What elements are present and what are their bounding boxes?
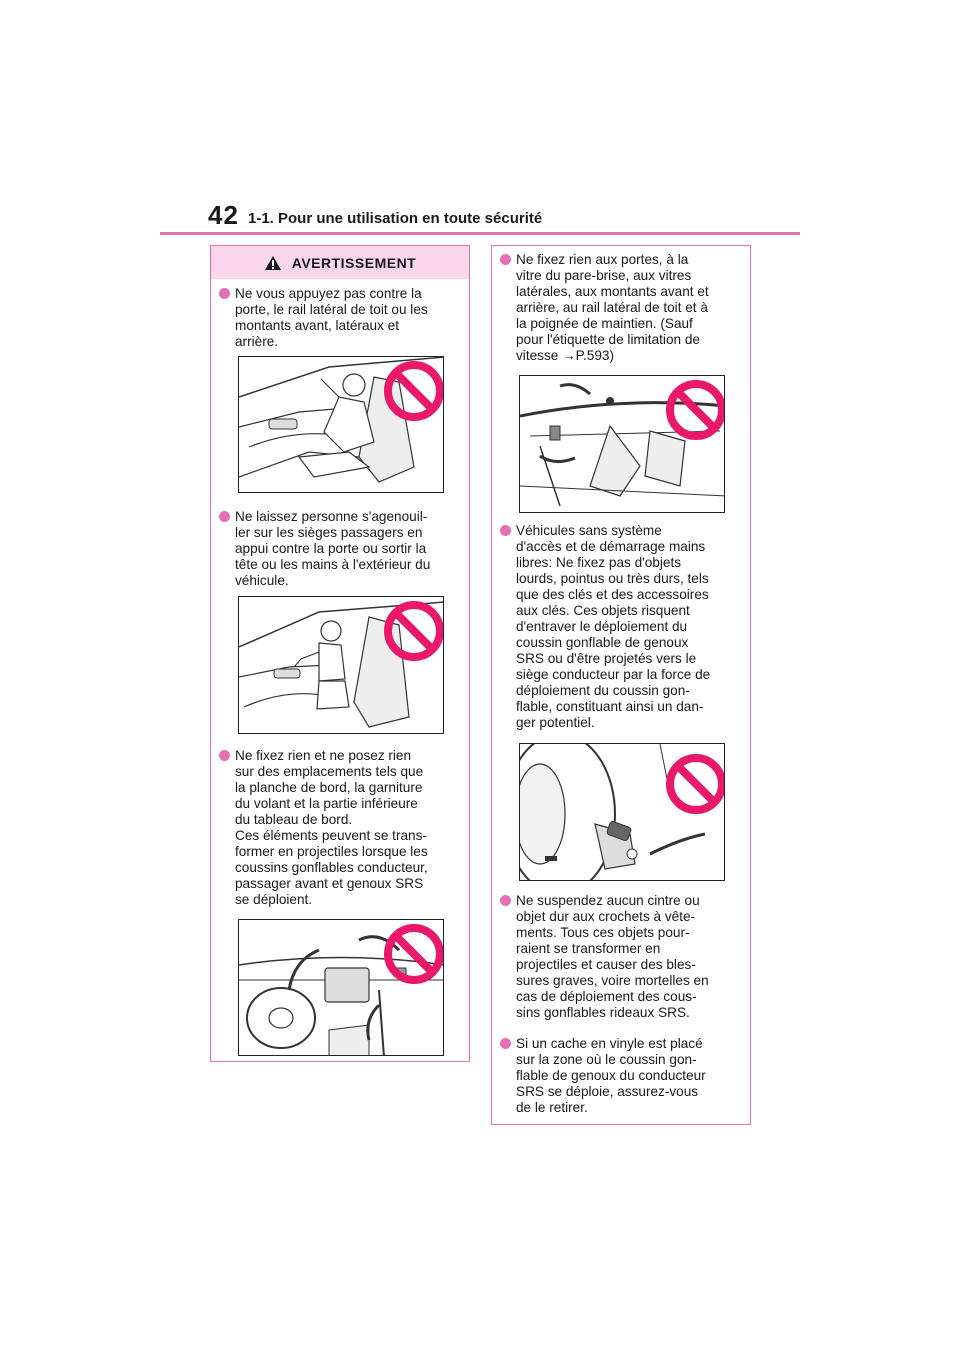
list-item bbox=[500, 893, 746, 1021]
item-text: Ne fixez rien aux portes, à la vitre du pare-brise, aux vitres latérales, aux montants avant et arrière, au rail latéral de toit et à la poignée de maintien. (Sauf pour l'étiquette de limitation de vitesse →P.593) bbox=[516, 252, 709, 363]
section-title: 1-1. Pour une utilisation en toute sécurité bbox=[248, 210, 543, 227]
list-item bbox=[219, 286, 465, 350]
illustration-leaning-door bbox=[238, 356, 444, 493]
item-text: Ne suspendez aucun cintre ou objet dur aux crochets à vête- ments. Tous ces objets pour- raient se transformer en projectiles et causer des bles- sures graves, voire mortelles en cas de déploiement des cous- sins gonflables rideaux SRS. bbox=[516, 893, 709, 1020]
list-item bbox=[500, 252, 746, 364]
list-item bbox=[219, 509, 465, 589]
list-item bbox=[500, 1036, 746, 1116]
item-text: Ne laissez personne s'agenouil- ler sur les sièges passagers en appui contre la porte ou sortir la tête ou les mains à l'extérieur du véhicule. bbox=[235, 509, 431, 588]
list-item bbox=[219, 748, 465, 908]
list-item bbox=[500, 523, 746, 731]
item-text: Si un cache en vinyle est placé sur la zone où le coussin gon- flable de genoux du conducteur SRS se déploie, assurez-vous de le retirer. bbox=[516, 1036, 706, 1115]
warning-title: AVERTISSEMENT bbox=[291, 254, 417, 271]
item-text: Véhicules sans système d'accès et de démarrage mains libres: Ne fixez pas d'objets lourds, pointus ou très durs, tels que des clés et des accessoires aux clés. Ces objets risquent d'entraver le déploiement du coussin gonflable de genoux SRS ou d'être projetés vers le siège conducteur par la force de déploiement du coussin gon- flable, constituant ainsi un dan- ger potentiel. bbox=[516, 523, 711, 730]
header-rule bbox=[160, 232, 800, 235]
bullet-icon bbox=[219, 750, 230, 761]
illustration-interior-pillars bbox=[519, 375, 725, 513]
illustration-kneeling-seat bbox=[238, 596, 444, 734]
warning-triangle-icon bbox=[264, 255, 282, 271]
bullet-icon bbox=[219, 511, 230, 522]
bullet-icon bbox=[500, 895, 511, 906]
illustration-steering-keys bbox=[519, 743, 725, 881]
warning-box-left bbox=[210, 245, 470, 1062]
warning-box-right bbox=[491, 245, 751, 1125]
bullet-icon bbox=[500, 525, 511, 536]
illustration-dashboard bbox=[238, 919, 444, 1056]
item-text: Ne vous appuyez pas contre la porte, le rail latéral de toit ou les montants avant, latéraux et arrière. bbox=[235, 286, 428, 349]
page-number: 42 bbox=[208, 200, 239, 230]
warning-header bbox=[211, 246, 469, 279]
bullet-icon bbox=[500, 1038, 511, 1049]
item-text: Ne fixez rien et ne posez rien sur des emplacements tels que la planche de bord, la garniture du volant et la partie inférieure du tableau de bord. Ces éléments peuvent se trans- former en projectiles lorsque les coussins gonflables conducteur, passager avant et genoux SRS se déploient. bbox=[235, 748, 428, 907]
bullet-icon bbox=[219, 288, 230, 299]
bullet-icon bbox=[500, 254, 511, 265]
